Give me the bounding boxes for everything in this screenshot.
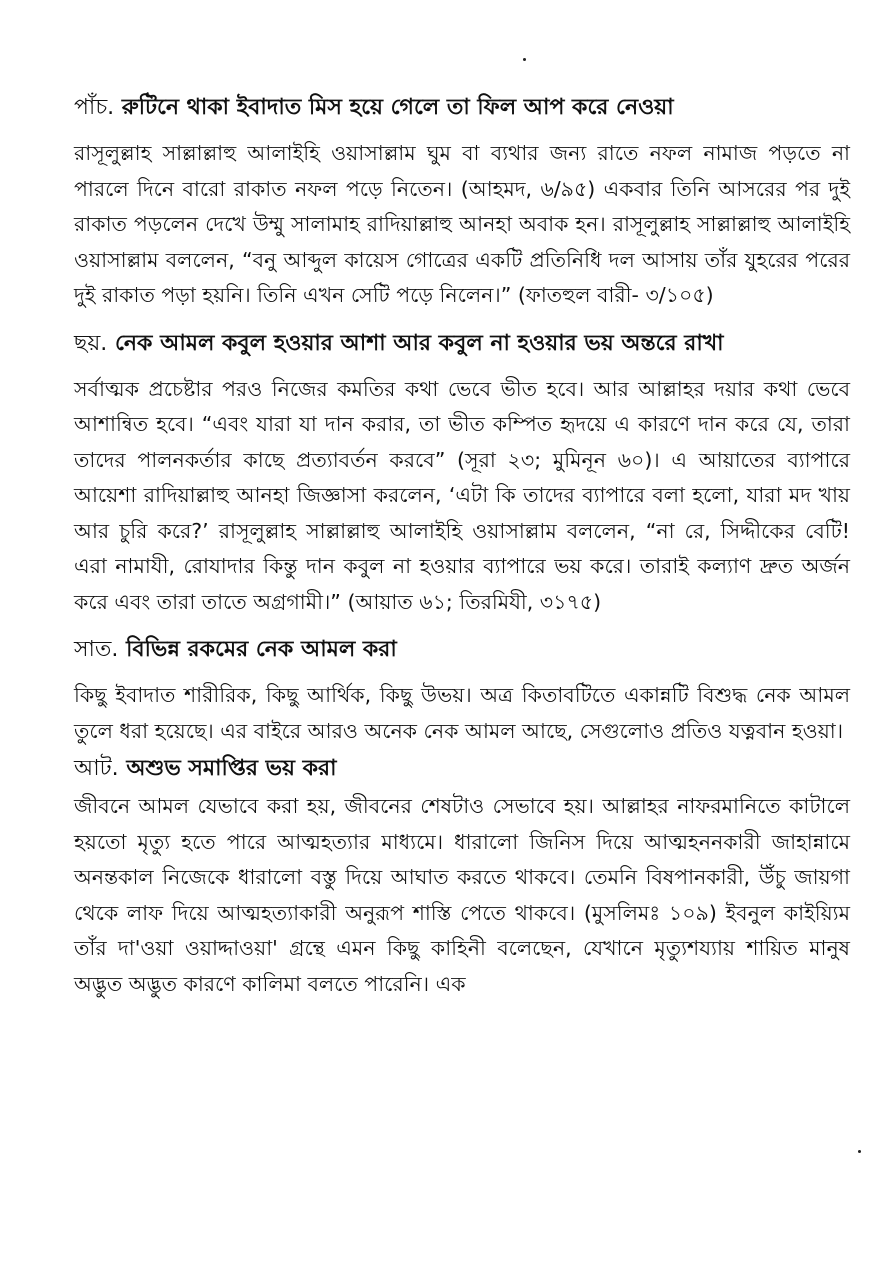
section-title: অশুভ সমাপ্তির ভয় করা (126, 756, 337, 781)
section-paragraph: রাসূলুল্লাহ সাল্লাল্লাহু আলাইহি ওয়াসাল্লাম ঘুম বা ব্যথার জন্য রাতে নফল নামাজ পড়তে না পারলে দিনে বারো রাকাত নফল পড়ে নিতেন। (আহমদ, ৬/৯৫) একবার তিনি আসরের পর দুই রাকাত পড়লেন দেখে উম্মু সালামাহ রাদিয়াল্লাহু আনহা অবাক হন। রাসূলুল্লাহ সাল্লাল্লাহু আলাইহি ওয়াসাল্লাম বললেন, “বনু আব্দুল কায়েস গোত্রের একটি প্রতিনিধি দল আসায় তাঁর যুহরের পরের দুই রাকাত পড়া হয়নি। তিনি এখন সেটি পড়ে নিলেন।” (ফাতহুল বারী- ৩/১০৫) (74, 141, 850, 307)
section-title: রুটিনে থাকা ইবাদাত মিস হয়ে গেলে তা ফিল আপ করে নেওয়া (121, 95, 674, 120)
document-page (74, 88, 850, 1002)
section-number: সাত. (74, 637, 119, 662)
print-speck (858, 1150, 861, 1153)
section-heading (74, 630, 850, 670)
print-speck (523, 58, 526, 61)
section-paragraph: কিছু ইবাদাত শারীরিক, কিছু আর্থিক, কিছু উভয়। অত্র কিতাবটিতে একান্নটি বিশুদ্ধ নেক আমল তুলে ধরা হয়েছে। এর বাইরে আরও অনেক নেক আমল আছে, সেগুলোও প্রতিও যত্নবান হওয়া। (74, 683, 850, 743)
section-seven (74, 630, 850, 749)
section-heading (74, 324, 850, 364)
section-number: ছয়. (74, 330, 108, 356)
section-number: আট. (74, 756, 119, 781)
section-paragraph: জীবনে আমল যেভাবে করা হয়, জীবনের শেষটাও সেভাবে হয়। আল্লাহর নাফরমানিতে কাটালে হয়তো মৃত্যু হতে পারে আত্মহত্যার মাধ্যমে। ধারালো জিনিস দিয়ে আত্মহননকারী জাহান্নামে অনন্তকাল নিজেকে ধারালো বস্তু দিয়ে আঘাত করতে থাকবে। তেমনি বিষপানকারী, উঁচু জায়গা থেকে লাফ দিয়ে আত্মহত্যাকারী অনুরূপ শাস্তি পেতে থাকবে। (মুসলিমঃ ১০৯) ইবনুল কাইয়্যিম তাঁর দা'ওয়া ওয়াদ্দাওয়া' গ্রন্থে এমন কিছু কাহিনী বলেছেন, যেখানে মৃত্যুশয্যায় শায়িত মানুষ অদ্ভুত অদ্ভুত কারণে কালিমা বলতে পারেনি। এক (74, 794, 850, 996)
section-six (74, 324, 850, 621)
section-heading (74, 88, 850, 128)
section-paragraph: সর্বাত্মক প্রচেষ্টার পরও নিজের কমতির কথা ভেবে ভীত হবে। আর আল্লাহর দয়ার কথা ভেবে আশান্বিত হবে। “এবং যারা যা দান করার, তা ভীত কম্পিত হৃদয়ে এ কারণে দান করে যে, তারা তাদের পালনকর্তার কাছে প্রত্যাবর্তন করবে” (সূরা ২৩; মুমিনূন ৬০)। এ আয়াতের ব্যাপারে আয়েশা রাদিয়াল্লাহু আনহা জিজ্ঞাসা করলেন, ‘এটা কি তাদের ব্যাপারে বলা হলো, যারা মদ খায় আর চুরি করে?’ রাসূলুল্লাহ সাল্লাল্লাহু আলাইহি ওয়াসাল্লাম বললেন, “না রে, সিদ্দীকের বেটি! এরা নামাযী, রোযাদার কিন্তু দান কবুল না হওয়ার ব্যাপারে ভয় করে। তারাই কল্যাণ দ্রুত অর্জন করে এবং তারা তাতে অগ্রগামী।” (আয়াত ৬১; তিরমিযী, ৩১৭৫) (74, 376, 850, 614)
section-eight (74, 749, 850, 1002)
section-title: নেক আমল কবুল হওয়ার আশা আর কবুল না হওয়ার ভয় অন্তরে রাখা (114, 330, 724, 356)
section-title: বিভিন্ন রকমের নেক আমল করা (126, 637, 397, 662)
section-number: পাঁচ. (74, 95, 115, 120)
section-five (74, 88, 850, 314)
section-heading (74, 749, 850, 789)
